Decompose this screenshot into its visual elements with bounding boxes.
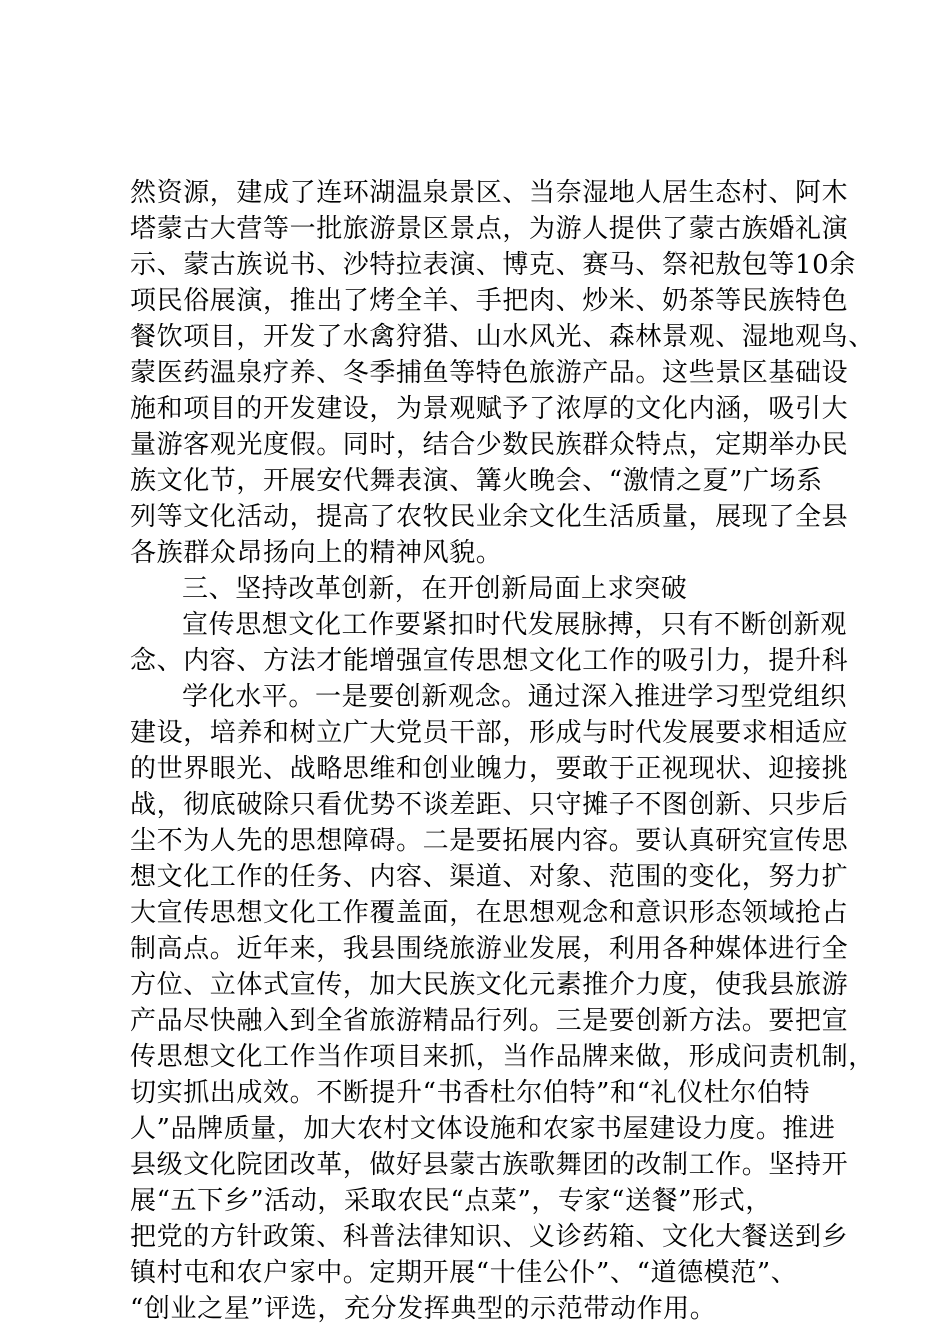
text-line: 宣传思想文化工作要紧扣时代发展脉搏，只有不断创新观 bbox=[182, 610, 848, 640]
text-line: 示、蒙古族说书、沙特拉表演、博克、赛马、祭祀敖包等10余 bbox=[130, 250, 856, 280]
text-line: 建设，培养和树立广大党员干部，形成与时代发展要求相适应 bbox=[130, 718, 849, 748]
text-line: 想文化工作的任务、内容、渠道、对象、范围的变化，努力扩 bbox=[130, 862, 849, 892]
text-line: 展“五下乡”活动，采取农民“点菜”，专家“送餐”形式， bbox=[130, 1186, 772, 1216]
text-line: 各族群众昂扬向上的精神风貌。 bbox=[130, 538, 503, 568]
text-line: 大宣传思想文化工作覆盖面，在思想观念和意识形态领域抢占 bbox=[130, 898, 849, 928]
text-line: 族文化节，开展安代舞表演、篝火晚会、“激情之夏”广场系 bbox=[130, 466, 823, 496]
text-line: 念、内容、方法才能增强宣传思想文化工作的吸引力，提升科 bbox=[130, 646, 849, 676]
text-line: 学化水平。一是要创新观念。通过深入推进学习型党组织 bbox=[182, 682, 848, 712]
text-line: 塔蒙古大营等一批旅游景区景点，为游人提供了蒙古族婚礼演 bbox=[130, 214, 849, 244]
text-line: 蒙医药温泉疗养、冬季捕鱼等特色旅游产品。这些景区基础设 bbox=[130, 358, 849, 388]
text-line: 传思想文化工作当作项目来抓，当作品牌来做，形成问责机制， bbox=[130, 1042, 875, 1072]
text-line: 尘不为人先的思想障碍。二是要拓展内容。要认真研究宣传思 bbox=[130, 826, 849, 856]
text-line: 列等文化活动，提高了农牧民业余文化生活质量，展现了全县 bbox=[130, 502, 849, 532]
text-line: 镇村屯和农户家中。定期开展“十佳公仆”、“道德模范”、 bbox=[130, 1258, 798, 1288]
text-line: 切实抓出成效。不断提升“书香杜尔伯特”和“礼仪杜尔伯特 bbox=[130, 1078, 811, 1108]
text-line: 方位、立体式宣传，加大民族文化元素推介力度，使我县旅游 bbox=[130, 970, 849, 1000]
text-line: 产品尽快融入到全省旅游精品行列。三是要创新方法。要把宣 bbox=[130, 1006, 849, 1036]
text-line: 量游客观光度假。同时，结合少数民族群众特点，定期举办民 bbox=[130, 430, 849, 460]
text-line: 县级文化院团改革，做好县蒙古族歌舞团的改制工作。坚持开 bbox=[130, 1150, 849, 1180]
text-line: “创业之星”评选，充分发挥典型的示范带动作用。 bbox=[130, 1294, 717, 1324]
text-line: 餐饮项目，开发了水禽狩猎、山水风光、森林景观、湿地观鸟、 bbox=[130, 322, 875, 352]
text-line: 然资源，建成了连环湖温泉景区、当奈湿地人居生态村、阿木 bbox=[130, 178, 849, 208]
text-line: 施和项目的开发建设，为景观赋予了浓厚的文化内涵，吸引大 bbox=[130, 394, 849, 424]
text-line: 的世界眼光、战略思维和创业魄力，要敢于正视现状、迎接挑 bbox=[130, 754, 849, 784]
text-line: 把党的方针政策、科普法律知识、义诊药箱、文化大餐送到乡 bbox=[130, 1222, 849, 1252]
text-line: 战，彻底破除只看优势不谈差距、只守摊子不图创新、只步后 bbox=[130, 790, 849, 820]
text-line: 制高点。近年来，我县围绕旅游业发展，利用各种媒体进行全 bbox=[130, 934, 849, 964]
text-line: 人”品牌质量，加大农村文体设施和农家书屋建设力度。推进 bbox=[130, 1114, 836, 1144]
text-line: 项民俗展演，推出了烤全羊、手把肉、炒米、奶茶等民族特色 bbox=[130, 286, 849, 316]
section-heading: 三、坚持改革创新，在开创新局面上求突破 bbox=[182, 574, 688, 604]
